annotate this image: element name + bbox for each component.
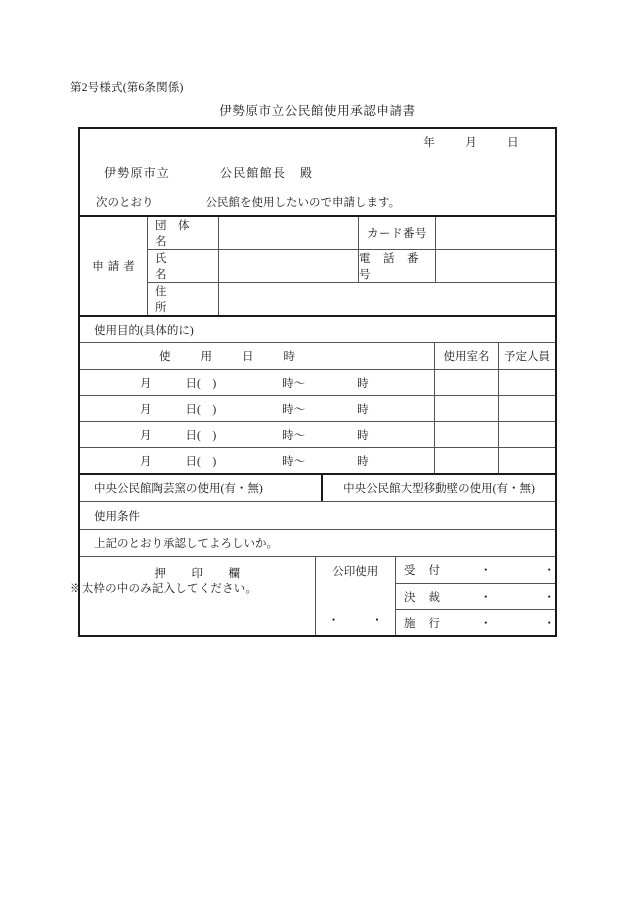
decision-dot-1: ・ <box>480 591 492 604</box>
usage-month-label: 月 <box>140 429 152 442</box>
usage-header-char-4: 時 <box>283 351 295 363</box>
official-seal-dot-right: ・ <box>371 615 383 627</box>
form-intro-block <box>80 129 555 215</box>
usage-datetime-header-inner <box>80 343 434 369</box>
card-number-boxes[interactable] <box>435 217 555 249</box>
room-name-cell[interactable] <box>434 422 498 447</box>
decision-label-char-2: 裁 <box>428 591 440 604</box>
usage-row <box>80 395 555 421</box>
room-name-cell[interactable] <box>434 396 498 421</box>
phone-number-input[interactable] <box>435 250 555 282</box>
applicant-row-group <box>147 217 555 249</box>
addressee-city: 伊勢原市立 <box>104 165 171 180</box>
usage-conditions-row[interactable] <box>80 501 555 529</box>
date-year-label: 年 <box>423 137 436 149</box>
card-number-label: カード番号 <box>358 217 435 249</box>
process-column <box>395 557 555 635</box>
usage-time-to-label: 時 <box>357 403 369 416</box>
purpose-label: 使用目的(具体的に) <box>94 324 194 337</box>
expected-people-header: 予定人員 <box>498 343 555 369</box>
addressee-line <box>80 155 555 189</box>
seal-field-label: 押 印 欄 <box>154 568 247 580</box>
usage-datetime-cell[interactable] <box>80 422 434 447</box>
usage-time-from-label: 時〜 <box>282 429 306 442</box>
execution-label-char-2: 行 <box>428 617 440 630</box>
usage-header-row <box>80 342 555 369</box>
reception-label-char-1: 受 <box>404 565 416 577</box>
usage-day-label: 日( ) <box>185 377 217 390</box>
usage-row <box>80 421 555 447</box>
addressee-honorific: 殿 <box>300 165 313 180</box>
expected-people-cell[interactable] <box>498 370 555 395</box>
date-day-label: 日 <box>507 137 519 149</box>
usage-datetime-inner <box>80 370 434 395</box>
applicant-address-input[interactable] <box>218 283 555 315</box>
expected-people-cell[interactable] <box>498 422 555 447</box>
application-form-table <box>78 127 557 637</box>
application-statement <box>80 189 555 215</box>
addressee-office: 公民館館長 <box>220 165 287 180</box>
usage-row <box>80 369 555 395</box>
execution-dot-2: ・ <box>543 617 555 630</box>
room-name-cell[interactable] <box>434 370 498 395</box>
execution-dot-1: ・ <box>480 617 492 630</box>
usage-datetime-header <box>80 343 434 369</box>
applicant-row-name <box>147 249 555 282</box>
applicant-row-address <box>147 282 555 315</box>
expected-people-cell[interactable] <box>498 448 555 473</box>
applicant-section-label: 申請者 <box>92 261 139 273</box>
phone-number-label: 電 話 番 号 <box>358 250 435 282</box>
approval-question-label: 上記のとおり承認してよろしいか。 <box>94 538 278 550</box>
usage-time-from-label: 時〜 <box>282 403 306 416</box>
group-name-label: 団 体 名 <box>147 217 218 249</box>
applicant-rows <box>147 217 555 315</box>
decision-label <box>396 589 444 605</box>
date-month-label: 月 <box>465 137 478 149</box>
usage-time-to-label: 時 <box>357 377 369 390</box>
usage-datetime-cell[interactable] <box>80 448 434 473</box>
usage-time-to-label: 時 <box>357 455 369 468</box>
reception-label <box>396 562 444 578</box>
usage-time-from-label: 時〜 <box>282 377 306 390</box>
statement-prefix: 次のとおり <box>96 197 154 209</box>
execution-label <box>396 615 444 631</box>
group-name-input[interactable] <box>218 217 358 249</box>
usage-month-label: 月 <box>140 403 152 416</box>
date-line <box>80 129 555 155</box>
usage-day-label: 日( ) <box>185 429 217 442</box>
reception-dot-1: ・ <box>480 565 492 577</box>
process-row-decision[interactable] <box>396 583 555 609</box>
official-seal-dots <box>316 612 396 628</box>
applicant-address-label: 住 所 <box>147 283 218 315</box>
usage-month-label: 月 <box>140 377 152 390</box>
optional-facilities-row <box>80 473 555 501</box>
usage-month-label: 月 <box>140 455 152 468</box>
document-title: 伊勢原市立公民館使用承認申請書 <box>219 104 416 118</box>
expected-people-cell[interactable] <box>498 396 555 421</box>
room-name-cell[interactable] <box>434 448 498 473</box>
usage-datetime-inner <box>80 396 434 421</box>
process-row-execution[interactable] <box>396 609 555 635</box>
usage-datetime-cell[interactable] <box>80 370 434 395</box>
decision-dot-2: ・ <box>543 591 555 604</box>
form-number: 第2号様式(第6条関係) <box>70 82 184 94</box>
applicant-name-label: 氏 名 <box>147 250 218 282</box>
usage-conditions-label: 使用条件 <box>94 510 140 523</box>
kiln-usage-option[interactable]: 中央公民館陶芸窯の使用(有・無) <box>94 483 263 495</box>
reception-label-char-2: 付 <box>428 565 440 577</box>
usage-time-to-label: 時 <box>357 429 369 442</box>
usage-day-label: 日( ) <box>185 455 217 468</box>
usage-datetime-inner <box>80 422 434 447</box>
statement-body: 公民館を使用したいので申請します。 <box>205 197 401 209</box>
usage-datetime-inner <box>80 448 434 473</box>
official-seal-column[interactable] <box>315 557 396 635</box>
usage-time-from-label: 時〜 <box>282 455 306 468</box>
seal-field[interactable] <box>80 557 315 635</box>
movable-wall-usage-option[interactable]: 中央公民館大型移動壁の使用(有・無) <box>321 475 555 501</box>
usage-header-char-3: 日 <box>242 351 254 363</box>
room-name-header: 使用室名 <box>434 343 498 369</box>
usage-header-char-2: 用 <box>200 351 212 363</box>
execution-label-char-1: 施 <box>404 617 416 630</box>
usage-day-label: 日( ) <box>185 403 217 416</box>
official-seal-label: 公印使用 <box>332 566 379 578</box>
usage-datetime-cell[interactable] <box>80 396 434 421</box>
approval-question-row <box>80 529 555 556</box>
applicant-section <box>80 215 555 315</box>
reception-dot-2: ・ <box>543 565 555 577</box>
purpose-row[interactable] <box>80 315 555 342</box>
official-seal-dot-left: ・ <box>327 615 340 627</box>
applicant-name-input[interactable] <box>218 250 358 282</box>
usage-row <box>80 447 555 473</box>
form-footnote: ※太枠の中のみ記入してください。 <box>70 583 258 595</box>
usage-header-char-1: 使 <box>159 351 171 363</box>
decision-label-char-1: 決 <box>404 591 416 604</box>
process-row-reception[interactable] <box>396 557 555 583</box>
